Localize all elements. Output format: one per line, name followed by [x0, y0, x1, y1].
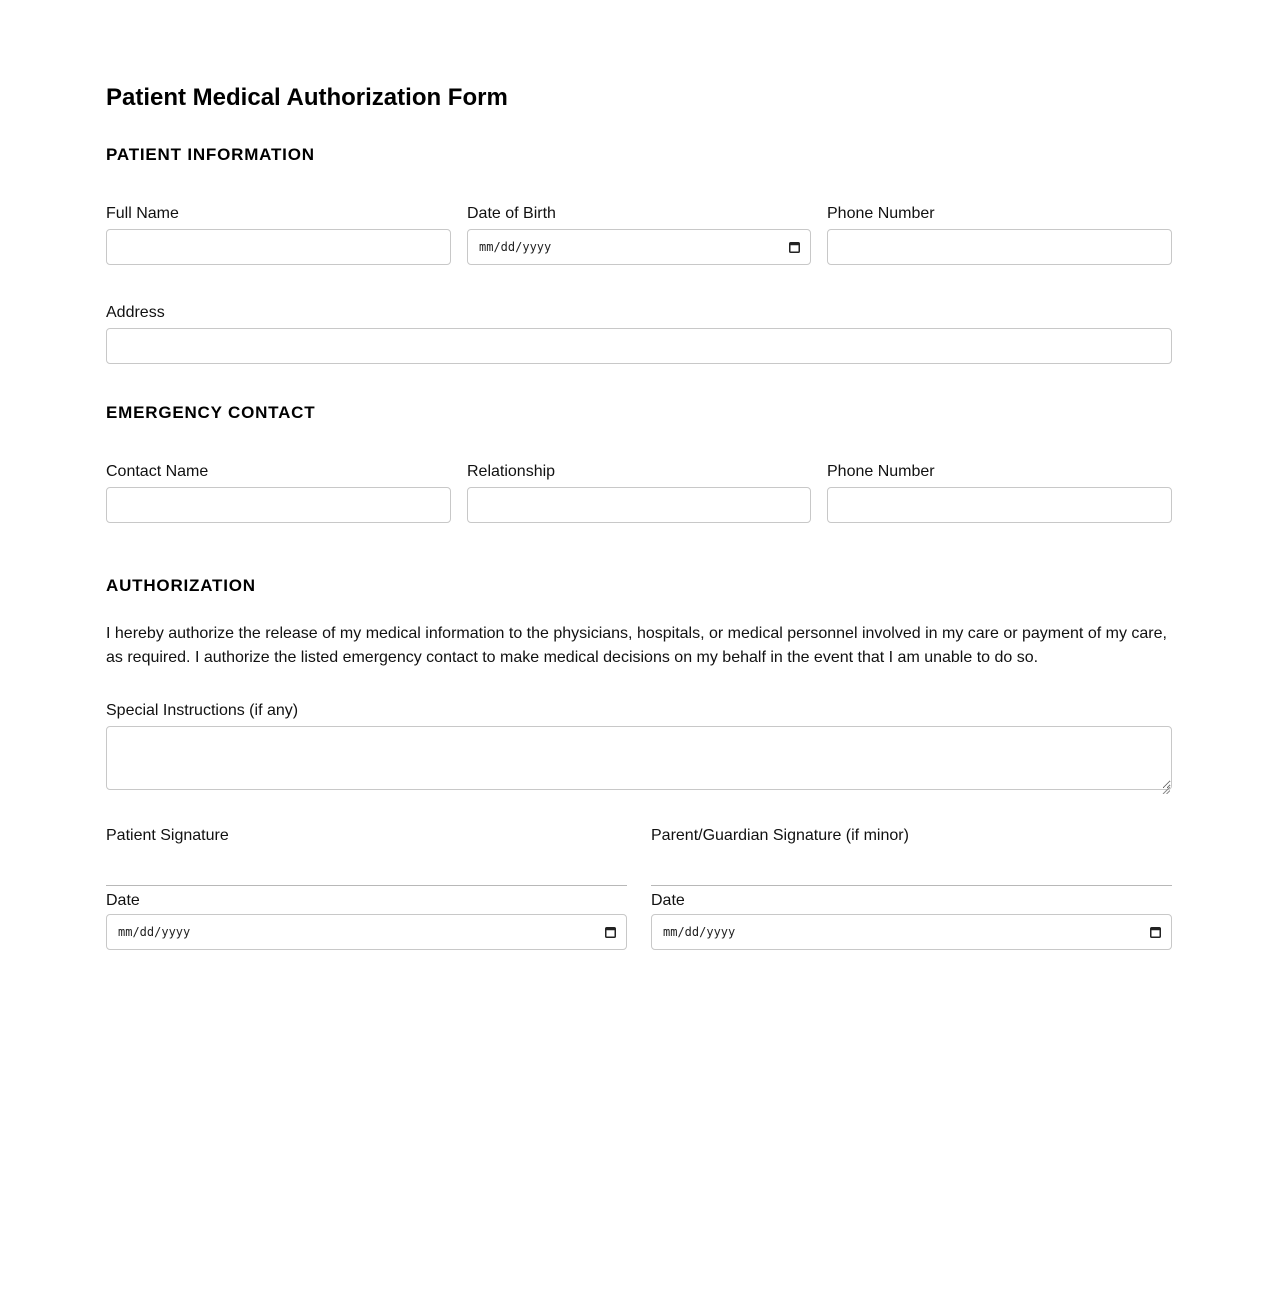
address-input[interactable] — [106, 328, 1172, 364]
section-title-emergency-contact: EMERGENCY CONTACT — [106, 403, 316, 422]
guardian-signature-block — [651, 826, 1172, 950]
special-instructions-field — [106, 701, 1172, 796]
phone-number-field — [827, 204, 1172, 266]
emergency-phone-number-label: Phone Number — [827, 463, 935, 480]
relationship-field — [467, 462, 811, 524]
patient-signature-block — [106, 826, 627, 950]
special-instructions-label: Special Instructions (if any) — [106, 702, 299, 719]
guardian-date-input[interactable] — [651, 914, 1172, 950]
guardian-date-placeholder: mm/dd/yyyy — [663, 925, 736, 939]
full-name-field — [106, 204, 451, 266]
full-name-input[interactable] — [106, 229, 451, 265]
calendar-icon[interactable] — [1150, 926, 1161, 938]
special-instructions-textarea[interactable] — [106, 726, 1172, 790]
patient-date-placeholder: mm/dd/yyyy — [118, 925, 191, 939]
address-label: Address — [106, 304, 165, 321]
patient-signature-label: Patient Signature — [106, 827, 229, 844]
patient-signature-line[interactable] — [106, 885, 627, 886]
contact-name-input[interactable] — [106, 487, 451, 523]
contact-name-label: Contact Name — [106, 463, 209, 480]
date-of-birth-placeholder: mm/dd/yyyy — [479, 240, 552, 254]
section-title-patient-information: PATIENT INFORMATION — [106, 145, 315, 164]
calendar-icon[interactable] — [789, 241, 800, 253]
page-title: Patient Medical Authorization Form — [106, 84, 508, 111]
date-of-birth-field — [467, 204, 811, 266]
patient-date-input[interactable] — [106, 914, 627, 950]
guardian-signature-line[interactable] — [651, 885, 1172, 886]
phone-number-label: Phone Number — [827, 205, 935, 222]
guardian-signature-label: Parent/Guardian Signature (if minor) — [651, 827, 909, 844]
address-field — [106, 303, 1172, 365]
section-title-authorization: AUTHORIZATION — [106, 576, 256, 595]
phone-number-input[interactable] — [827, 229, 1172, 265]
emergency-phone-number-field — [827, 462, 1172, 524]
emergency-phone-number-input[interactable] — [827, 487, 1172, 523]
full-name-label: Full Name — [106, 205, 179, 222]
relationship-label: Relationship — [467, 463, 556, 480]
date-of-birth-input[interactable] — [467, 229, 811, 265]
authorization-statement: I hereby authorize the release of my medical information to the physicians, hospitals, or medical personnel involved in my care or payment of my care, as required. I authorize the listed emergency contact to make medical decisions on my behalf in the event that I am unable to do so. — [106, 625, 1167, 666]
contact-name-field — [106, 462, 451, 524]
date-of-birth-label: Date of Birth — [467, 205, 556, 222]
calendar-icon[interactable] — [605, 926, 616, 938]
guardian-date-label: Date — [651, 892, 685, 909]
patient-date-label: Date — [106, 892, 140, 909]
relationship-input[interactable] — [467, 487, 811, 523]
